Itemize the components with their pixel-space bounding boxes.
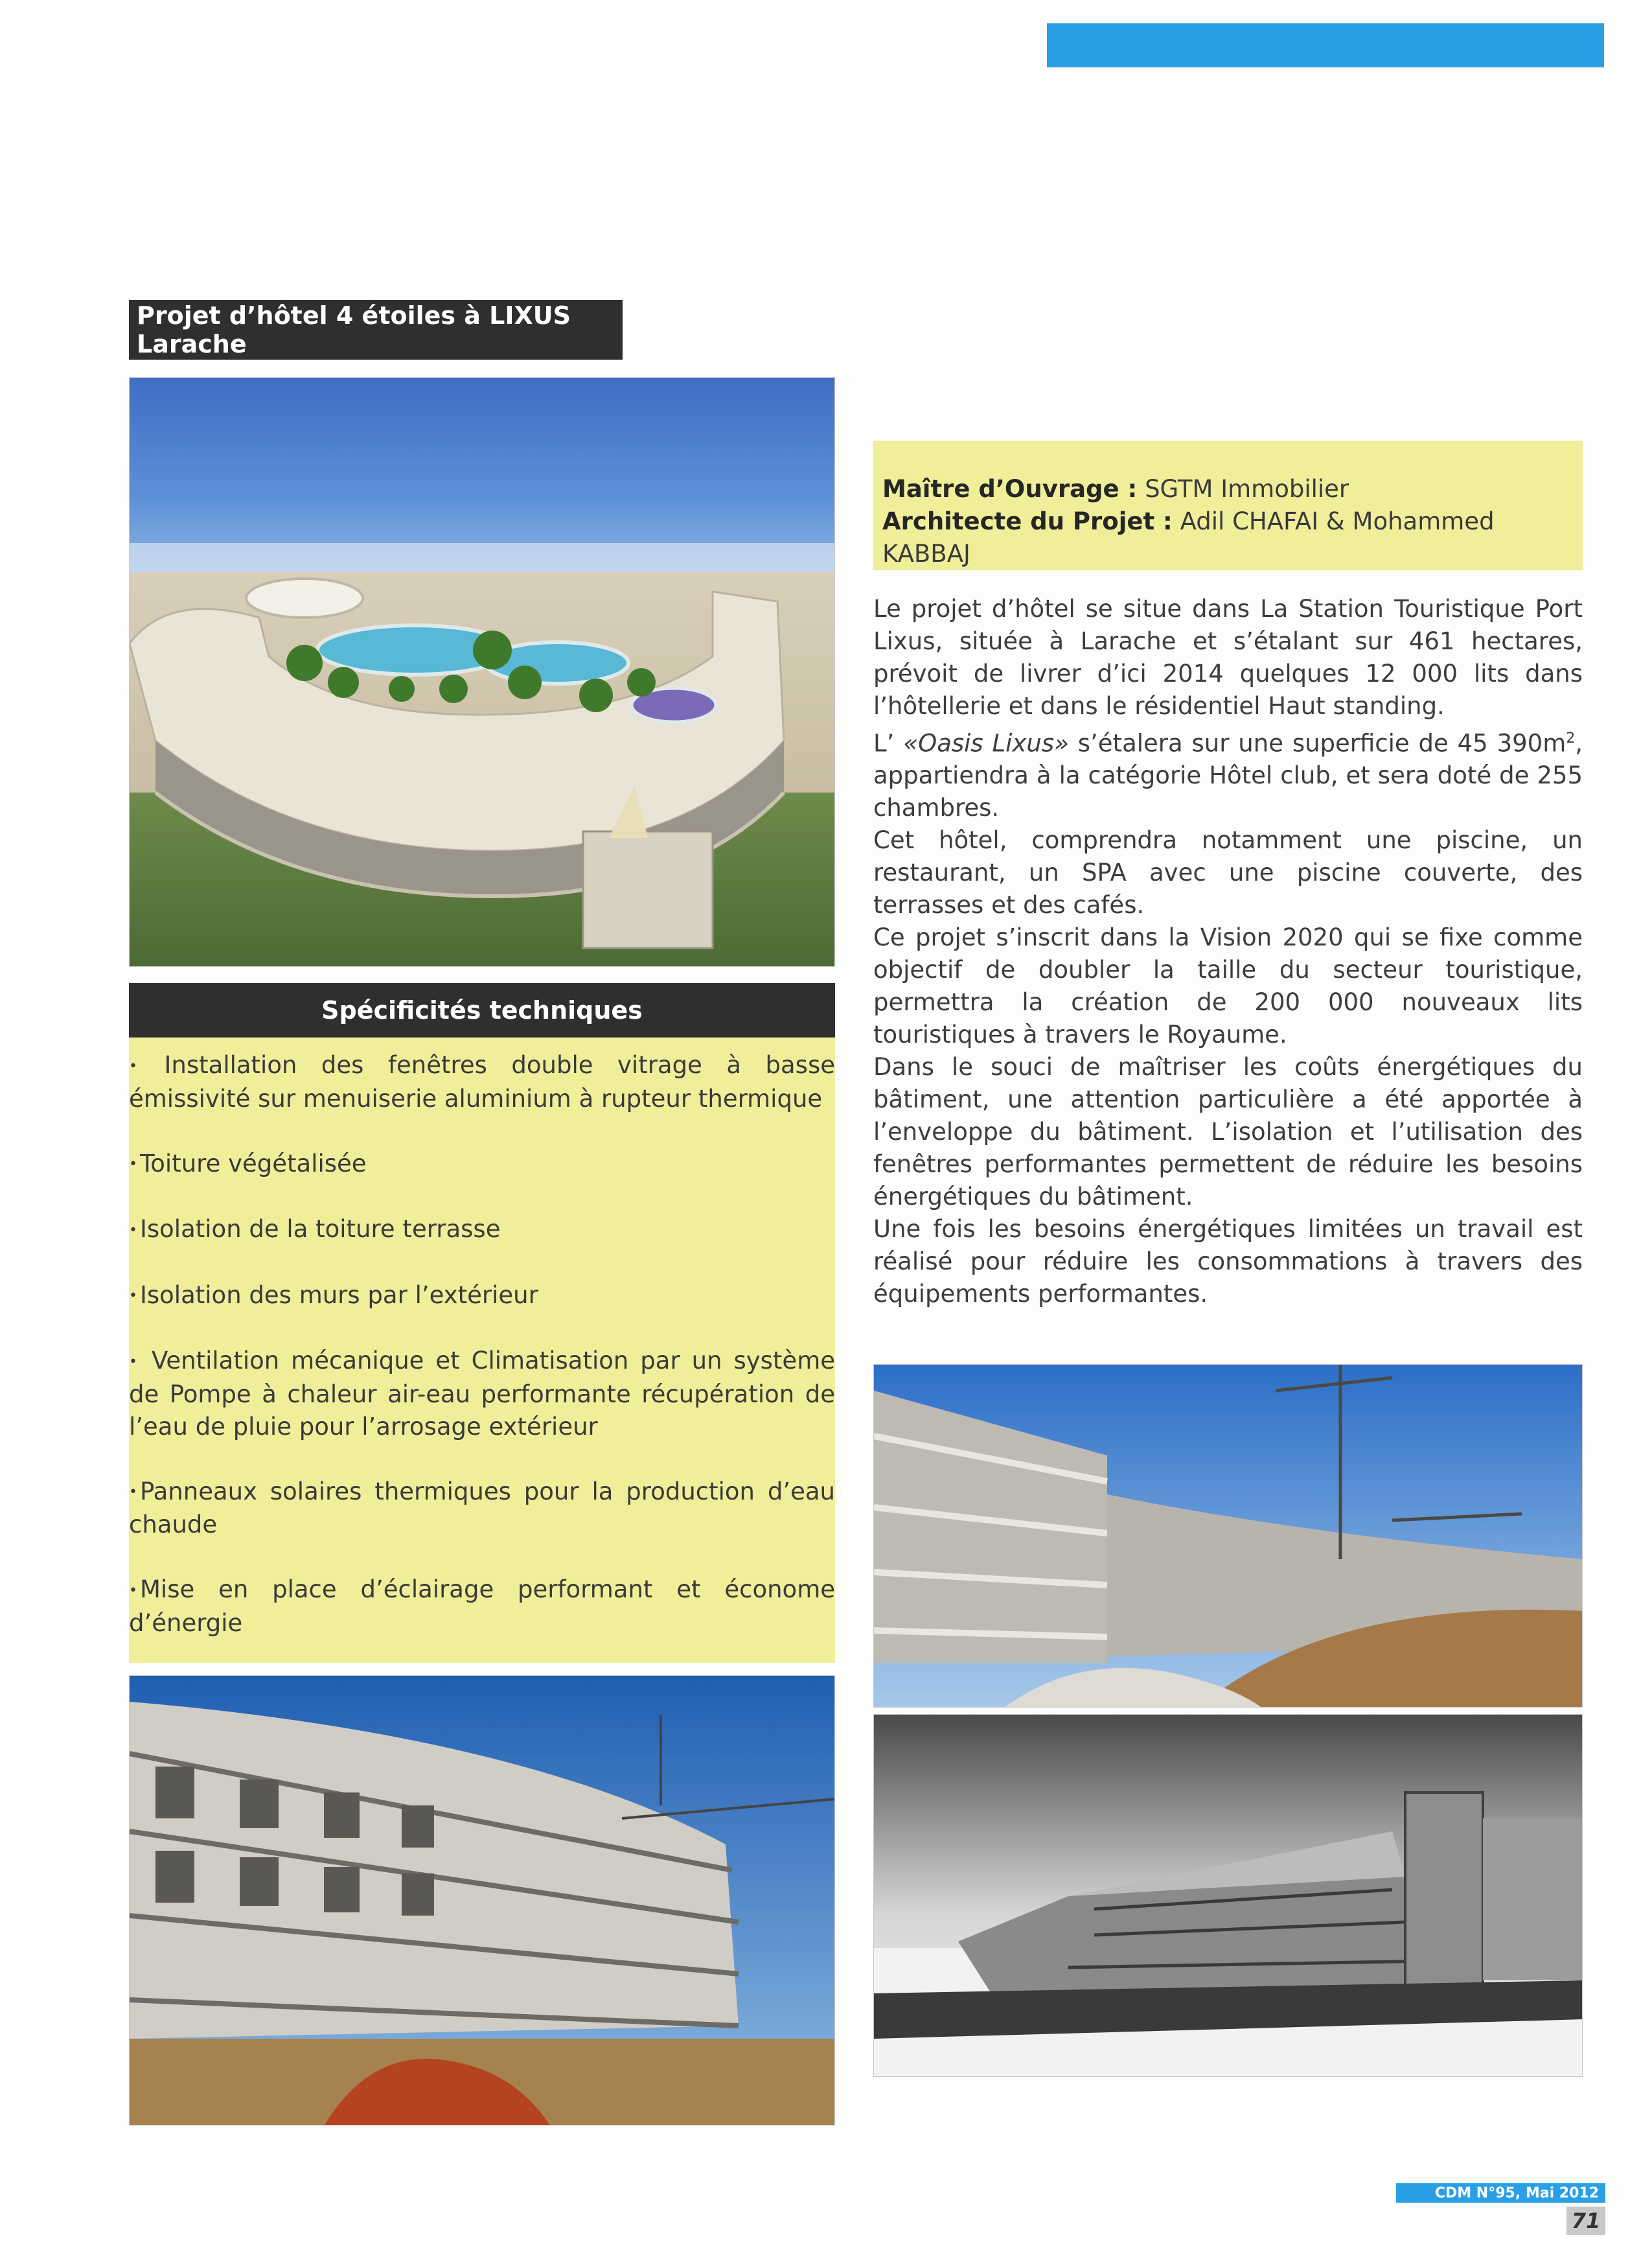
specs-title: Spécificités techniques [321,996,643,1025]
hotel-3d-rendering-image [874,1715,1583,2077]
hotel-3d-rendering [873,1714,1583,2077]
page-number-text: 71 [1571,2209,1601,2233]
section-title [129,300,623,360]
construction-photo-facade [129,1675,835,2126]
specs-header [129,983,835,1038]
specs-list [129,1049,835,1705]
owner-line: Maître d’Ouvrage : SGTM Immobilier [882,475,1349,503]
hotel-aerial-rendering-image [130,378,835,967]
issue-text: CDM N°95, Mai 2012 [1434,2185,1599,2201]
section-title-text: Projet d’hôtel 4 étoiles à LIXUS Larache [137,301,571,358]
list-item: • Isolation de la toiture terrasse [129,1215,501,1243]
architect-line: Architecte du Projet : Adil CHAFAI & Mohammed KABBAJ [882,507,1495,568]
construction-photo-crane-image [874,1365,1583,1708]
list-item: • Isolation des murs par l’extérieur [129,1281,538,1309]
specs-list-box [129,1038,835,1663]
page-number [1566,2207,1605,2235]
article-paragraph: Le projet d’hôtel se situe dans La Station Touristique Port Lixus, située à Larache et s’étalant sur 461 hectares, prévoit de livrer d’ici 2014 quelques 12 000 lits dans l’hôtellerie et dans le résidentiel Haut standing. [873,595,1583,720]
article-paragraph: Cet hôtel, comprendra notamment une piscine, un restaurant, un SPA avec une piscine couverte, des terrasses et des cafés. [873,826,1583,920]
issue-tag [1396,2183,1605,2203]
article-paragraph: L’ «Oasis Lixus» s’étalera sur une superficie de 45 $390m^2$, appartiendra à la catégorie Hôtel club, et sera doté de 255 chambres. [873,729,1583,822]
list-item: • Panneaux solaires thermiques pour la production d’eau chaude [129,1477,835,1538]
header-accent-bar [1047,23,1604,67]
list-item: • Installation des fenêtres double vitrage à basse émissivité sur menuiserie aluminium à rupteur thermique [129,1051,836,1113]
construction-photo-crane [873,1364,1583,1708]
article-body [873,593,1583,1310]
list-item: • Mise en place d’éclairage performant et économe d’énergie [129,1575,835,1637]
hotel-aerial-rendering [129,377,835,967]
list-item: • Toiture végétalisée [129,1149,367,1177]
article-paragraph: Une fois les besoins énergétiques limitées un travail est réalisé pour réduire les consommations à travers des équipements performantes. [873,1215,1583,1308]
list-item: • Ventilation mécanique et Climatisation par un système de Pompe à chaleur air-eau performante récupération de l’eau de pluie pour l’arrosage extérieur [129,1347,835,1441]
article-paragraph: Dans le souci de maîtriser les coûts énergétiques du bâtiment, une attention particulière a été apportée à l’enveloppe du bâtiment. L’isolation et l’utilisation des fenêtres performantes permettent de réduire les besoins énergétiques du bâtiment. [873,1053,1583,1211]
project-credits [873,441,1583,570]
article-paragraph: Ce projet s’inscrit dans la Vision 2020 qui se fixe comme objectif de doubler la taille du secteur touristique, permettra la création de 200 000 nouveaux lits touristiques à travers le Royaume. [873,923,1583,1049]
construction-photo-facade-image [130,1676,835,2126]
